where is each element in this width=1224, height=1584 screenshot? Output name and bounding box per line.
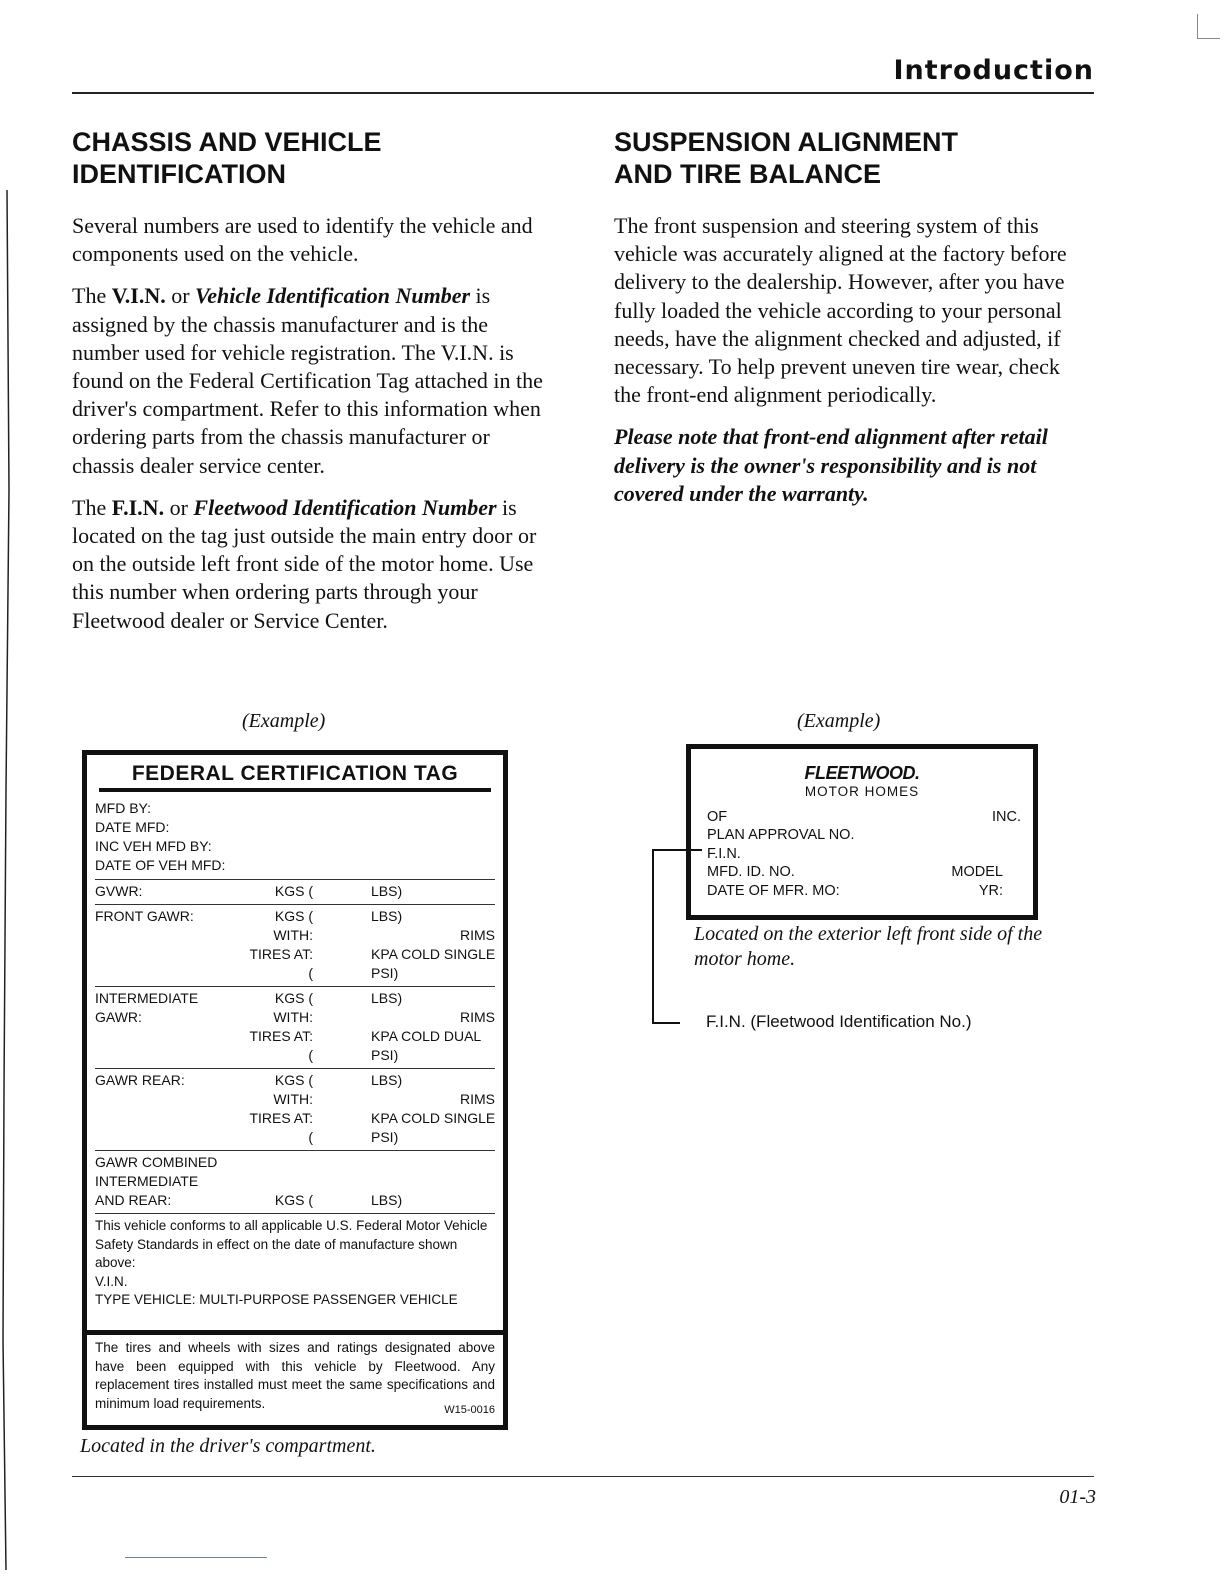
intermediate-lbs: LBS) [371, 990, 403, 1006]
federal-certification-tag [82, 750, 508, 1430]
rear-rims: RIMS [460, 1091, 495, 1107]
front-psi: PSI) [371, 965, 399, 981]
left-column [72, 126, 550, 649]
suspension-heading [614, 126, 1092, 190]
fin-abbr: F.I.N. [111, 494, 165, 520]
vin-prefix: The [72, 283, 112, 309]
fin-leader-top [652, 849, 702, 851]
intermediate-psi: PSI) [371, 1047, 399, 1063]
federal-tag-header-fields [95, 799, 495, 879]
fin-leader-bottom [652, 1022, 680, 1024]
intermediate-tires-at: TIRES AT: [249, 1028, 313, 1044]
fleetwood-tag-body [703, 763, 1021, 900]
fin-paragraph [72, 494, 550, 635]
front-gawr-section [95, 904, 495, 986]
front-rims: RIMS [460, 927, 495, 943]
rear-paren: ( [308, 1129, 313, 1145]
chassis-heading-line1: CHASSIS AND VEHICLE [72, 127, 382, 157]
intermediate-gawr-label: GAWR: [95, 1009, 142, 1025]
tire-fine-print-text: The tires and wheels with sizes and ratings designated above have been equipped with this vehicle by Fleetwood. Any replacement tires installed must meet the same specifications and minimum load requirements. [95, 1340, 495, 1411]
fleetwood-logo: FLEETWOOD. [804, 763, 920, 783]
conformity-statement [95, 1213, 495, 1310]
fin-text: is located on the tag just outside the main entry door or on the outside left front side of the motor home. Use this number when ordering parts through your Fleetwood dealer or Service Center. [72, 494, 537, 633]
intermediate-kgs: KGS ( [274, 990, 313, 1006]
gvwr-label: GVWR: [95, 883, 143, 899]
scan-artifact-line [125, 1557, 267, 1558]
scan-corner-mark [1197, 14, 1220, 39]
suspension-heading-line2: AND TIRE BALANCE [614, 159, 881, 189]
vin-abbr: V.I.N. [111, 283, 166, 309]
intermediate-paren: ( [308, 1047, 313, 1063]
suspension-heading-line1: SUSPENSION ALIGNMENT [614, 127, 959, 157]
combined-line1: GAWR COMBINED [95, 1154, 218, 1170]
rear-tires-at: TIRES AT: [249, 1110, 313, 1126]
right-column [614, 126, 1092, 522]
vin-paragraph [72, 282, 550, 479]
intermediate-kpa: KPA COLD DUAL [371, 1028, 482, 1044]
chassis-heading-line2: IDENTIFICATION [72, 159, 286, 189]
tire-fine-print [87, 1330, 503, 1425]
gvwr-lbs: LBS) [371, 883, 403, 899]
fin-or: or [164, 494, 194, 520]
gvwr-section [95, 879, 495, 904]
mfd-by-field: MFD BY: [95, 800, 152, 816]
vin-field: V.I.N. [95, 1273, 128, 1289]
fin-prefix: The [72, 494, 112, 520]
warranty-note: Please note that front-end alignment after retail delivery is the owner's responsibility and is not covered under the warranty. [614, 424, 1048, 506]
rear-psi: PSI) [371, 1129, 399, 1145]
binding-edge-line [0, 190, 14, 1570]
combined-kgs: KGS ( [274, 1192, 313, 1208]
section-title: Introduction [893, 55, 1094, 86]
federal-tag-caption: Located in the driver's compartment. [80, 1435, 376, 1457]
model-field: MODEL [951, 864, 1003, 880]
gvwr-kgs: KGS ( [274, 883, 313, 899]
front-kpa: KPA COLD SINGLE [371, 946, 496, 962]
type-vehicle-field: TYPE VEHICLE: MULTI-PURPOSE PASSENGER VEHICLE [95, 1292, 458, 1307]
footer-divider [72, 1476, 1094, 1477]
mfd-id-field: MFD. ID. NO. [707, 864, 795, 880]
federal-tag-example-label: (Example) [242, 710, 326, 732]
rear-with: WITH: [273, 1091, 313, 1107]
fin-term: Fleetwood Identification Number [193, 494, 497, 520]
header-divider [72, 92, 1094, 94]
federal-tag-title: FEDERAL CERTIFICATION TAG [99, 755, 491, 792]
combined-lbs: LBS) [371, 1192, 403, 1208]
front-with: WITH: [273, 927, 313, 943]
fleetwood-tag-example-label: (Example) [797, 710, 881, 732]
date-of-veh-mfd-field: DATE OF VEH MFD: [95, 857, 226, 873]
front-lbs: LBS) [371, 908, 403, 924]
federal-tag-body [95, 799, 495, 1310]
inc-veh-mfd-by-field: INC VEH MFD BY: [95, 838, 212, 854]
front-gawr-label: FRONT GAWR: [95, 908, 194, 924]
front-paren: ( [308, 965, 313, 981]
fleetwood-tag-caption: Located on the exterior left front side of the motor home. [694, 923, 1043, 970]
fleetwood-subtitle: MOTOR HOMES [804, 784, 920, 799]
rear-lbs: LBS) [371, 1072, 403, 1088]
combined-line2: INTERMEDIATE [95, 1173, 199, 1189]
identification-intro: Several numbers are used to identify the vehicle and components used on the vehicle. [72, 213, 533, 267]
intermediate-with: WITH: [273, 1009, 313, 1025]
inc-field: INC. [992, 808, 1021, 825]
plan-approval-field: PLAN APPROVAL NO. [707, 827, 855, 843]
front-kgs: KGS ( [274, 908, 313, 924]
combined-line3: AND REAR: [95, 1192, 172, 1208]
date-mfd-field: DATE MFD: [95, 819, 170, 835]
front-tires-at: TIRES AT: [249, 946, 313, 962]
page-number: 01-3 [1059, 1486, 1096, 1508]
vin-term: Vehicle Identification Number [195, 283, 471, 309]
date-of-mfr-field: DATE OF MFR. MO: [707, 882, 840, 899]
chassis-heading [72, 126, 550, 190]
alignment-paragraph: The front suspension and steering system of this vehicle was accurately aligned at the factory before delivery to the dealership. However, after you have fully loaded the vehicle according to your personal needs, have the alignment checked and adjusted, if necessary. To help prevent uneven tire wear, check the front-end alignment periodically. [614, 213, 1067, 408]
vin-text: is assigned by the chassis manufacturer and is the number used for vehicle registration. The V.I.N. is found on the Federal Certification Tag attached in the driver's compartment. Refer to this information when ordering parts from the chassis manufacturer or chassis dealer service center. [72, 283, 543, 478]
fin-callout-label: F.I.N. (Fleetwood Identification No.) [706, 1012, 972, 1031]
fin-field: F.I.N. [707, 845, 741, 862]
rear-gawr-label: GAWR REAR: [95, 1072, 185, 1088]
of-field: OF [707, 808, 728, 825]
combined-gawr-section [95, 1150, 495, 1213]
conformity-text: This vehicle conforms to all applicable U.S. Federal Motor Vehicle Safety Standards in effect on the date of manufacture shown above: [95, 1218, 488, 1270]
fleetwood-identification-tag [686, 744, 1038, 920]
rear-gawr-section [95, 1068, 495, 1150]
year-field: YR: [978, 882, 1003, 899]
fin-leader-vertical [652, 849, 654, 1023]
intermediate-gawr-section [95, 986, 495, 1068]
rear-kgs: KGS ( [274, 1072, 313, 1088]
intermediate-rims: RIMS [460, 1009, 495, 1025]
intermediate-label: INTERMEDIATE [95, 990, 199, 1006]
form-code: W15-0016 [444, 1403, 495, 1416]
rear-kpa: KPA COLD SINGLE [371, 1110, 496, 1126]
vin-or: or [165, 283, 196, 309]
